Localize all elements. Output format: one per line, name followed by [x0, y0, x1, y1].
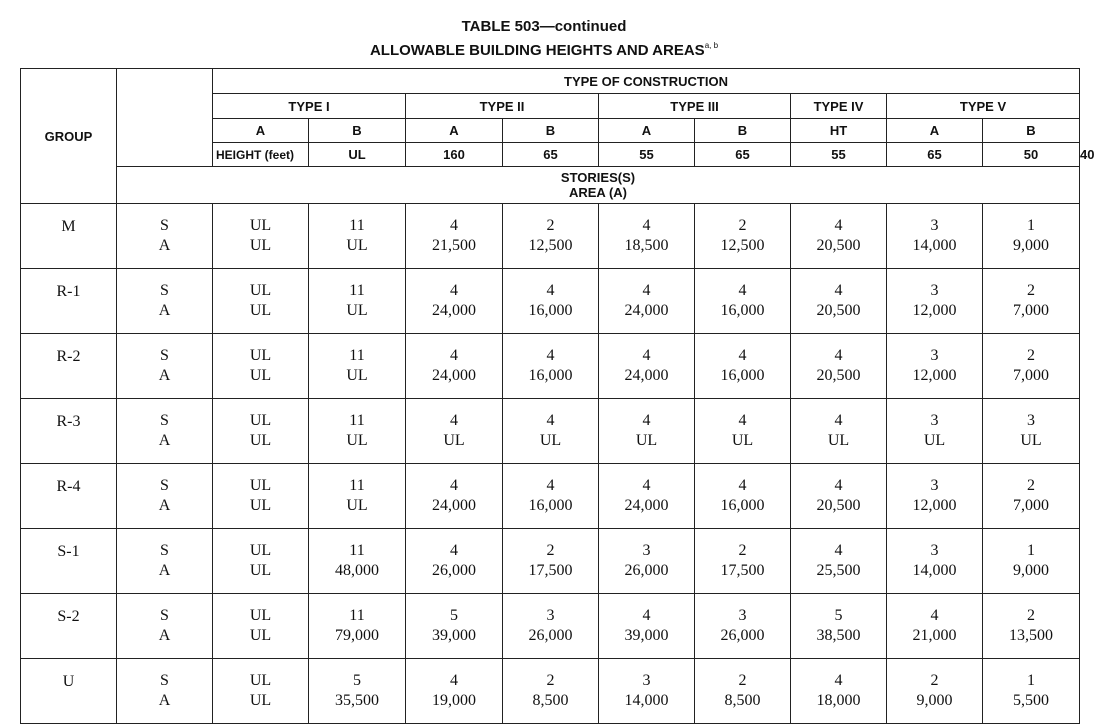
stories-value: 4: [834, 347, 843, 364]
stories-value: 4: [642, 477, 651, 494]
stories-value: 11: [349, 282, 365, 299]
value-cell: [983, 399, 1080, 464]
value-cell: [503, 399, 599, 464]
area-value: 7,000: [1013, 497, 1049, 514]
type-of-construction-header: TYPE OF CONSTRUCTION: [213, 69, 1080, 94]
area-value: 24,000: [624, 497, 669, 514]
group-cell: M: [21, 204, 117, 269]
stories-value: 4: [642, 217, 651, 234]
group-cell: R-2: [21, 334, 117, 399]
stories-area-label-cell: [117, 464, 213, 529]
stories-value: 5: [450, 607, 458, 624]
area-value: 24,000: [624, 302, 669, 319]
group-header: GROUP: [21, 69, 117, 204]
value-cell: [791, 594, 887, 659]
area-value: 26,000: [624, 562, 669, 579]
value-cell: [599, 334, 695, 399]
stories-area-label-cell: [117, 659, 213, 724]
value-cell: [406, 269, 503, 334]
table-row: [21, 269, 1080, 334]
area-value: 21,000: [912, 627, 957, 644]
stories-value: 3: [1027, 412, 1035, 429]
stories-value: 4: [930, 607, 939, 624]
stories-value: 4: [834, 542, 843, 559]
area-row-label: A: [158, 562, 171, 579]
area-value: 18,000: [816, 692, 861, 709]
stories-row-label: S: [160, 412, 169, 429]
value-cell: [599, 659, 695, 724]
stories-value: 4: [738, 412, 747, 429]
area-value: 48,000: [335, 562, 379, 579]
stories-value: 11: [349, 607, 365, 624]
stories-value: 3: [930, 217, 939, 234]
value-cell: [599, 464, 695, 529]
area-value: 12,000: [912, 497, 957, 514]
stories-row-label: S: [160, 542, 169, 559]
value-cell: [406, 594, 503, 659]
stories-value: 2: [1027, 347, 1035, 364]
value-cell: [791, 659, 887, 724]
stories-value: 4: [450, 542, 458, 559]
value-cell: [887, 659, 983, 724]
area-value: UL: [346, 237, 368, 254]
header-row-heights: HEIGHT (feet) UL 160 65 55 65 55 65 50 40: [21, 143, 1080, 167]
height-value: 65: [887, 143, 983, 167]
stories-value: 4: [450, 412, 458, 429]
stories-area-label-cell: [117, 529, 213, 594]
area-value: 14,000: [912, 237, 957, 254]
area-value: 14,000: [912, 562, 957, 579]
stories-value: UL: [249, 347, 272, 364]
group-cell: R-1: [21, 269, 117, 334]
value-cell: [406, 399, 503, 464]
value-cell: [695, 334, 791, 399]
stories-value: 4: [834, 672, 843, 689]
area-value: 12,500: [528, 237, 573, 254]
type-header-1: TYPE I: [213, 94, 406, 119]
area-label: AREA (A): [568, 185, 627, 200]
stories-area-label-cell: [117, 399, 213, 464]
area-value: 17,500: [528, 562, 573, 579]
stories-value: 1: [1027, 672, 1035, 689]
value-cell: [309, 529, 406, 594]
area-value: UL: [346, 497, 368, 514]
area-value: 16,000: [528, 497, 573, 514]
stories-value: 4: [450, 672, 458, 689]
height-value: 50: [983, 143, 1080, 167]
value-cell: [309, 594, 406, 659]
area-value: 7,000: [1013, 302, 1049, 319]
subtype-header: HT: [791, 119, 887, 143]
stories-value: 5: [353, 672, 361, 689]
value-cell: [406, 659, 503, 724]
area-value: 16,000: [720, 302, 765, 319]
table-subtitle-text: ALLOWABLE BUILDING HEIGHTS AND AREAS: [369, 42, 705, 59]
value-cell: [213, 529, 309, 594]
stories-value: 11: [349, 542, 365, 559]
area-value: 20,500: [816, 497, 861, 514]
stories-value: 1: [1027, 542, 1035, 559]
value-cell: [887, 399, 983, 464]
height-value: 65: [503, 143, 599, 167]
stories-value: 4: [450, 477, 458, 494]
value-cell: [791, 269, 887, 334]
stories-value: 3: [930, 412, 939, 429]
value-cell: [503, 659, 599, 724]
value-cell: [213, 204, 309, 269]
value-cell: [887, 594, 983, 659]
height-value: 65: [695, 143, 791, 167]
stories-label: STORIES(S): [560, 170, 636, 185]
area-value: 9,000: [1013, 237, 1049, 254]
table-row: [21, 399, 1080, 464]
area-value: 24,000: [432, 497, 476, 514]
table-row: [21, 659, 1080, 724]
type-header-4: TYPE IV: [791, 94, 887, 119]
area-value: UL: [249, 497, 272, 514]
stories-value: 4: [834, 217, 843, 234]
area-value: UL: [827, 432, 850, 449]
area-value: 16,000: [720, 497, 765, 514]
stories-value: UL: [249, 217, 272, 234]
stories-value: 11: [349, 217, 365, 234]
subtype-header: A: [213, 119, 309, 143]
group-cell: S-1: [21, 529, 117, 594]
stories-value: 3: [930, 282, 939, 299]
area-value: 25,500: [816, 562, 861, 579]
subtype-header: B: [503, 119, 599, 143]
value-cell: [599, 269, 695, 334]
area-row-label: A: [158, 497, 171, 514]
area-value: UL: [539, 432, 562, 449]
type-header-5: TYPE V: [887, 94, 1080, 119]
value-cell: [309, 204, 406, 269]
stories-area-header: [117, 167, 1080, 204]
value-cell: [309, 334, 406, 399]
area-value: 26,000: [432, 562, 476, 579]
value-cell: [791, 204, 887, 269]
value-cell: [791, 334, 887, 399]
value-cell: [309, 464, 406, 529]
stories-value: 4: [642, 607, 651, 624]
area-value: 16,000: [720, 367, 765, 384]
area-value: 26,000: [528, 627, 573, 644]
area-value: 9,000: [916, 692, 953, 709]
value-cell: [695, 399, 791, 464]
stories-area-label-cell: [117, 594, 213, 659]
area-row-label: A: [158, 237, 171, 254]
stories-value: 4: [546, 282, 555, 299]
area-value: 20,500: [816, 367, 861, 384]
table-row: [21, 334, 1080, 399]
group-cell: S-2: [21, 594, 117, 659]
stories-value: 4: [738, 347, 747, 364]
stories-row-label: S: [160, 217, 169, 234]
header-row-stories-area: [21, 167, 1080, 204]
stories-value: 3: [930, 477, 939, 494]
stories-value: 2: [930, 672, 939, 689]
stories-value: 2: [546, 672, 555, 689]
stories-value: 4: [642, 347, 651, 364]
value-cell: [599, 594, 695, 659]
stories-value: 4: [834, 282, 843, 299]
area-value: 12,000: [912, 367, 957, 384]
stories-value: 4: [546, 477, 555, 494]
stories-value: 4: [450, 347, 458, 364]
area-value: UL: [249, 302, 272, 319]
area-value: UL: [346, 432, 368, 449]
stories-value: UL: [249, 607, 272, 624]
area-value: 19,000: [432, 692, 476, 709]
value-cell: [695, 204, 791, 269]
area-value: 13,500: [1009, 627, 1053, 644]
stories-value: 3: [546, 607, 555, 624]
subtype-header: B: [983, 119, 1080, 143]
table-subtitle-footnote-marks: a, b: [704, 41, 719, 50]
area-value: 9,000: [1013, 562, 1049, 579]
group-cell: R-4: [21, 464, 117, 529]
value-cell: [213, 334, 309, 399]
stories-value: 2: [546, 542, 555, 559]
stories-area-label-cell: [117, 269, 213, 334]
area-value: 20,500: [816, 302, 861, 319]
value-cell: [983, 334, 1080, 399]
subtype-header: B: [309, 119, 406, 143]
height-label: HEIGHT (feet): [213, 143, 309, 167]
area-value: UL: [1020, 432, 1042, 449]
stories-value: 3: [642, 672, 651, 689]
stories-value: 3: [738, 607, 747, 624]
value-cell: [599, 399, 695, 464]
stories-area-label-cell: [117, 204, 213, 269]
area-value: 5,500: [1013, 692, 1049, 709]
value-cell: [983, 529, 1080, 594]
value-cell: [887, 269, 983, 334]
value-cell: [983, 594, 1080, 659]
stories-value: UL: [249, 672, 272, 689]
height-value: 160: [406, 143, 503, 167]
subtype-header: A: [887, 119, 983, 143]
value-cell: [599, 204, 695, 269]
value-cell: [503, 269, 599, 334]
area-value: UL: [443, 432, 465, 449]
value-cell: [983, 269, 1080, 334]
value-cell: [695, 529, 791, 594]
type-header-3: TYPE III: [599, 94, 791, 119]
stories-value: 3: [930, 542, 939, 559]
stories-value: UL: [249, 282, 272, 299]
value-cell: [213, 399, 309, 464]
value-cell: [887, 529, 983, 594]
value-cell: [503, 594, 599, 659]
area-value: UL: [346, 367, 368, 384]
value-cell: [503, 204, 599, 269]
value-cell: [406, 204, 503, 269]
area-row-label: A: [158, 692, 171, 709]
stories-value: 4: [546, 412, 555, 429]
area-value: 8,500: [532, 692, 569, 709]
table-row: [21, 594, 1080, 659]
area-value: 7,000: [1013, 367, 1049, 384]
area-row-label: A: [158, 432, 171, 449]
value-cell: [309, 269, 406, 334]
value-cell: [695, 659, 791, 724]
stories-value: 2: [1027, 607, 1035, 624]
stories-value: 2: [1027, 282, 1035, 299]
area-row-label: A: [158, 627, 171, 644]
type-header-2: TYPE II: [406, 94, 599, 119]
area-value: 16,000: [528, 302, 573, 319]
area-value: UL: [731, 432, 754, 449]
stories-row-label: S: [160, 607, 169, 624]
stories-value: 4: [738, 477, 747, 494]
area-value: UL: [346, 302, 368, 319]
value-cell: [983, 464, 1080, 529]
value-cell: [309, 399, 406, 464]
header-row-construction: [21, 69, 1080, 94]
area-value: 16,000: [528, 367, 573, 384]
value-cell: [791, 529, 887, 594]
area-value: 20,500: [816, 237, 861, 254]
value-cell: [213, 269, 309, 334]
area-value: 12,000: [912, 302, 957, 319]
area-row-label: A: [158, 302, 171, 319]
value-cell: [213, 659, 309, 724]
stories-value: 11: [349, 412, 365, 429]
area-value: 12,500: [720, 237, 765, 254]
area-value: UL: [249, 237, 272, 254]
area-value: 26,000: [720, 627, 765, 644]
area-value: UL: [249, 627, 272, 644]
stories-value: 2: [546, 217, 555, 234]
area-value: 24,000: [432, 302, 476, 319]
stories-value: 11: [349, 477, 365, 494]
value-cell: [695, 464, 791, 529]
table-title: TABLE 503—continued: [461, 18, 627, 35]
value-cell: [791, 399, 887, 464]
stories-value: 2: [738, 217, 747, 234]
value-cell: [309, 659, 406, 724]
subtype-header: A: [406, 119, 503, 143]
stories-row-label: S: [160, 672, 169, 689]
stories-value: 4: [450, 217, 458, 234]
stories-area-label-cell: [117, 334, 213, 399]
stories-value: 2: [738, 672, 747, 689]
value-cell: [599, 529, 695, 594]
stories-value: 4: [738, 282, 747, 299]
area-value: 17,500: [720, 562, 765, 579]
value-cell: [695, 594, 791, 659]
blank-header-cell: [117, 69, 213, 167]
value-cell: [213, 464, 309, 529]
area-value: UL: [249, 432, 272, 449]
group-cell: R-3: [21, 399, 117, 464]
area-value: 24,000: [432, 367, 476, 384]
area-value: 35,500: [335, 692, 379, 709]
stories-value: 4: [642, 412, 651, 429]
area-row-label: A: [158, 367, 171, 384]
height-value: 55: [599, 143, 695, 167]
area-value: 39,000: [432, 627, 476, 644]
value-cell: [983, 659, 1080, 724]
stories-value: 3: [642, 542, 651, 559]
table-subtitle: [0, 41, 1088, 59]
value-cell: [887, 334, 983, 399]
value-cell: [406, 334, 503, 399]
stories-value: 2: [738, 542, 747, 559]
value-cell: [406, 464, 503, 529]
stories-value: 4: [450, 282, 458, 299]
value-cell: [503, 334, 599, 399]
value-cell: [503, 529, 599, 594]
value-cell: [503, 464, 599, 529]
stories-value: UL: [249, 412, 272, 429]
area-value: 38,500: [816, 627, 861, 644]
value-cell: [887, 204, 983, 269]
value-cell: [695, 269, 791, 334]
area-value: UL: [249, 692, 272, 709]
stories-value: 4: [834, 477, 843, 494]
stories-value: UL: [249, 542, 272, 559]
table-row: [21, 464, 1080, 529]
area-value: 24,000: [624, 367, 669, 384]
area-value: 18,500: [624, 237, 669, 254]
table-row: [21, 204, 1080, 269]
area-value: 39,000: [624, 627, 669, 644]
stories-value: UL: [249, 477, 272, 494]
table-row: [21, 529, 1080, 594]
area-value: UL: [249, 562, 272, 579]
area-value: UL: [635, 432, 658, 449]
stories-value: 11: [349, 347, 365, 364]
stories-value: 1: [1027, 217, 1035, 234]
area-value: 14,000: [624, 692, 669, 709]
height-value: 55: [791, 143, 887, 167]
stories-value: 4: [546, 347, 555, 364]
stories-value: 4: [834, 412, 843, 429]
value-cell: [406, 529, 503, 594]
area-value: UL: [249, 367, 272, 384]
value-cell: [887, 464, 983, 529]
area-value: 8,500: [724, 692, 761, 709]
value-cell: [213, 594, 309, 659]
area-value: 21,500: [432, 237, 476, 254]
area-value: 79,000: [335, 627, 379, 644]
stories-row-label: S: [160, 477, 169, 494]
stories-value: 4: [642, 282, 651, 299]
table-body: [21, 69, 1094, 724]
stories-value: 5: [834, 607, 843, 624]
stories-row-label: S: [160, 282, 169, 299]
stories-value: 3: [930, 347, 939, 364]
group-cell: U: [21, 659, 117, 724]
subtype-header: B: [695, 119, 791, 143]
heights-areas-table: [20, 68, 1094, 724]
stories-value: 2: [1027, 477, 1035, 494]
value-cell: [791, 464, 887, 529]
value-cell: [983, 204, 1080, 269]
stories-row-label: S: [160, 347, 169, 364]
subtype-header: A: [599, 119, 695, 143]
height-value: UL: [309, 143, 406, 167]
area-value: UL: [923, 432, 946, 449]
